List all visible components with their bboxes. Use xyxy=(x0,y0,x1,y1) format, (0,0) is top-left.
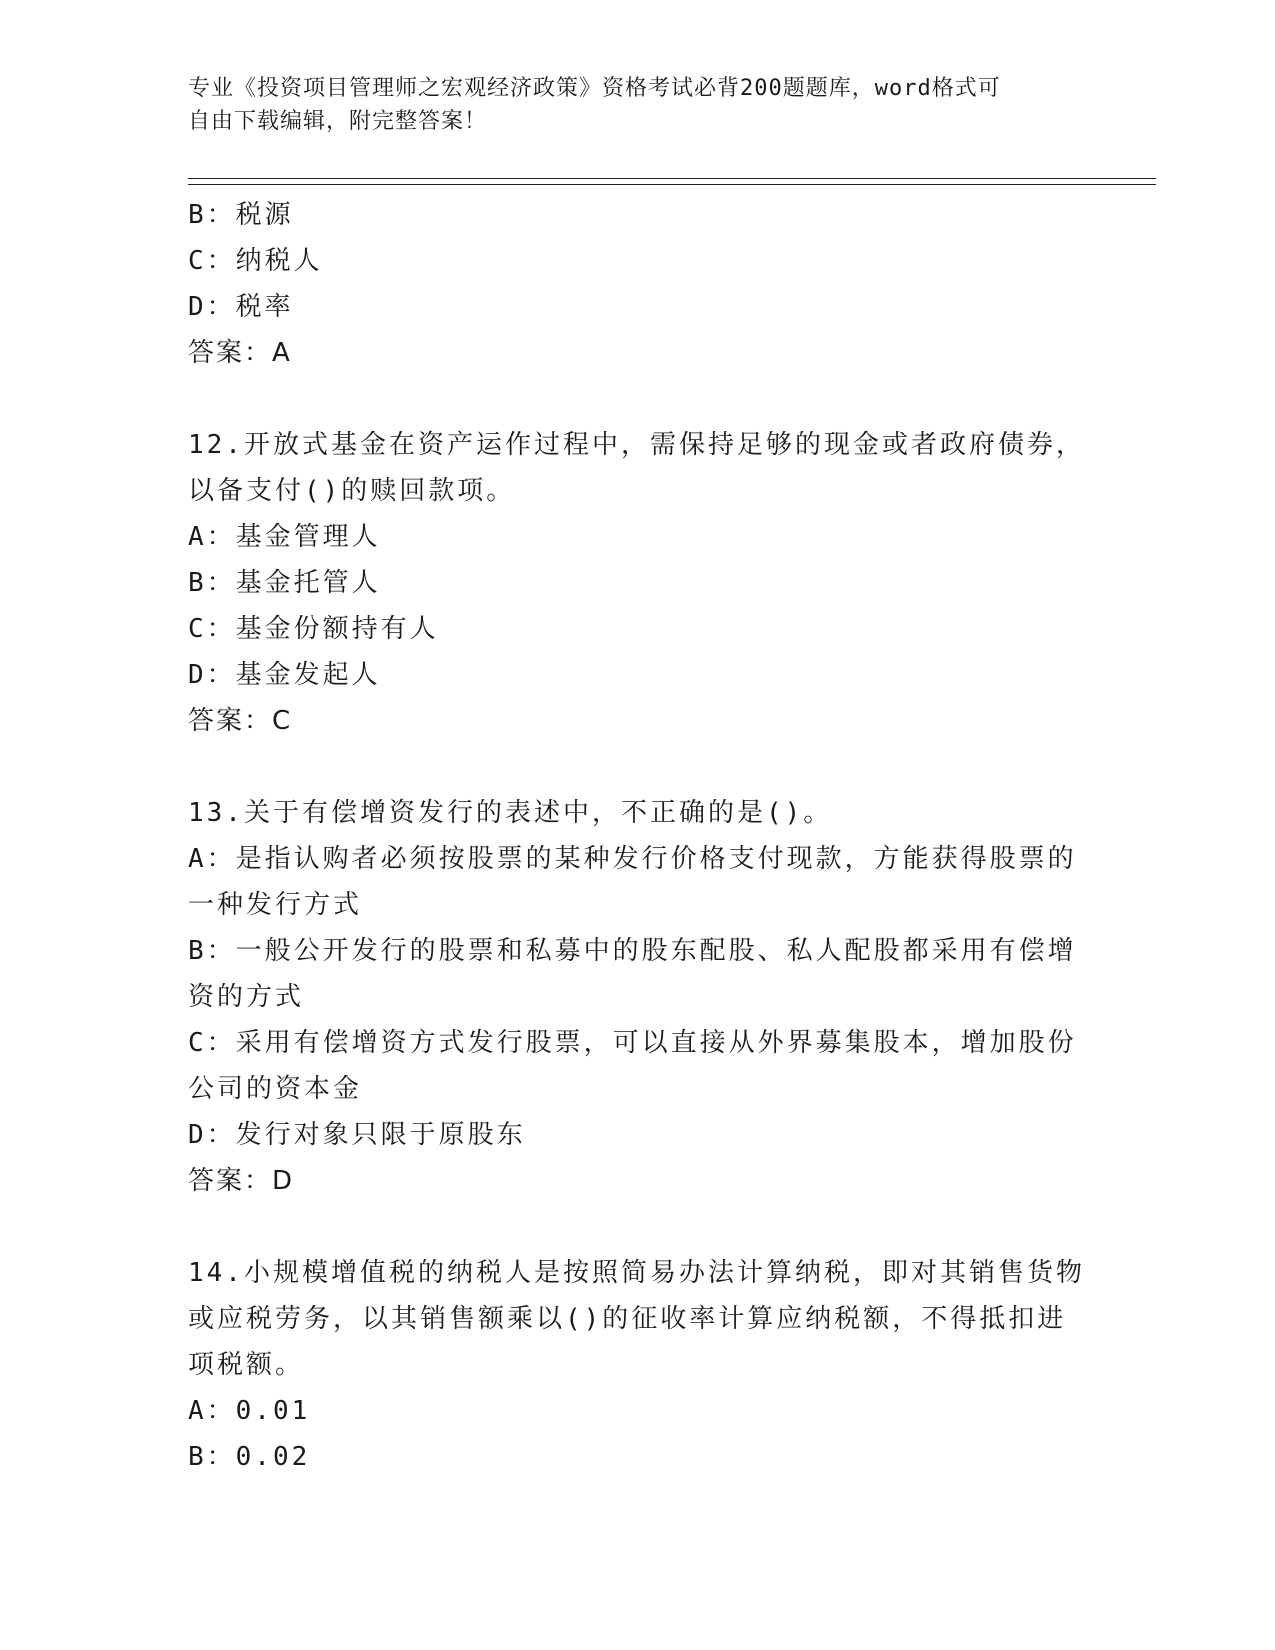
question-text-line-1: 12.开放式基金在资产运作过程中，需保持足够的现金或者政府债券， xyxy=(188,430,1085,460)
answer: 答案：D xyxy=(188,1166,295,1196)
spacer xyxy=(188,744,1148,790)
answer: 答案：C xyxy=(188,706,293,736)
option-b-line-2: 资的方式 xyxy=(188,982,305,1012)
option-c-line-2: 公司的资本金 xyxy=(188,1074,363,1104)
option-a-line-1: A：是指认购者必须按股票的某种发行价格支付现款，方能获得股票的 xyxy=(188,844,1077,874)
question-text-line-2: 或应税劳务，以其销售额乘以()的征收率计算应纳税额，不得抵扣进 xyxy=(188,1304,1067,1334)
question-text-line-3: 项税额。 xyxy=(188,1350,305,1380)
option-a-line-2: 一种发行方式 xyxy=(188,890,363,920)
option-c-line-1: C：采用有偿增资方式发行股票，可以直接从外界募集股本，增加股份 xyxy=(188,1028,1077,1058)
option-a: A：0.01 xyxy=(188,1396,311,1426)
option-b: B：基金托管人 xyxy=(188,568,381,598)
option-b-line-1: B：一般公开发行的股票和私募中的股东配股、私人配股都采用有偿增 xyxy=(188,936,1077,966)
question-12 xyxy=(188,422,1148,744)
question-text-line-1: 14.小规模增值税的纳税人是按照简易办法计算纳税，即对其销售货物 xyxy=(188,1258,1085,1288)
question-text-line-2: 以备支付()的赎回款项。 xyxy=(188,476,516,506)
option-c: C：基金份额持有人 xyxy=(188,614,439,644)
spacer xyxy=(188,1204,1148,1250)
option-c: C：纳税人 xyxy=(188,246,323,276)
option-d: D：税率 xyxy=(188,292,294,322)
question-13 xyxy=(188,790,1148,1204)
option-b: B：税源 xyxy=(188,200,294,230)
header-divider-bottom xyxy=(188,184,1156,185)
question-list xyxy=(188,192,1148,1480)
option-b: B：0.02 xyxy=(188,1442,311,1472)
header-line-2: 自由下载编辑，附完整答案！ xyxy=(188,109,488,134)
question-14 xyxy=(188,1250,1148,1480)
option-a: A：基金管理人 xyxy=(188,522,381,552)
header-divider-top xyxy=(188,178,1156,179)
header-line-1: 专业《投资项目管理师之宏观经济政策》资格考试必背200题题库，word格式可 xyxy=(188,76,1001,101)
option-d: D：基金发起人 xyxy=(188,660,381,690)
answer: 答案：A xyxy=(188,338,292,368)
option-d: D：发行对象只限于原股东 xyxy=(188,1120,526,1150)
page-header xyxy=(188,72,1068,138)
spacer xyxy=(188,376,1148,422)
question-11-tail xyxy=(188,192,1148,376)
question-text-line-1: 13.关于有偿增资发行的表述中，不正确的是()。 xyxy=(188,798,833,828)
